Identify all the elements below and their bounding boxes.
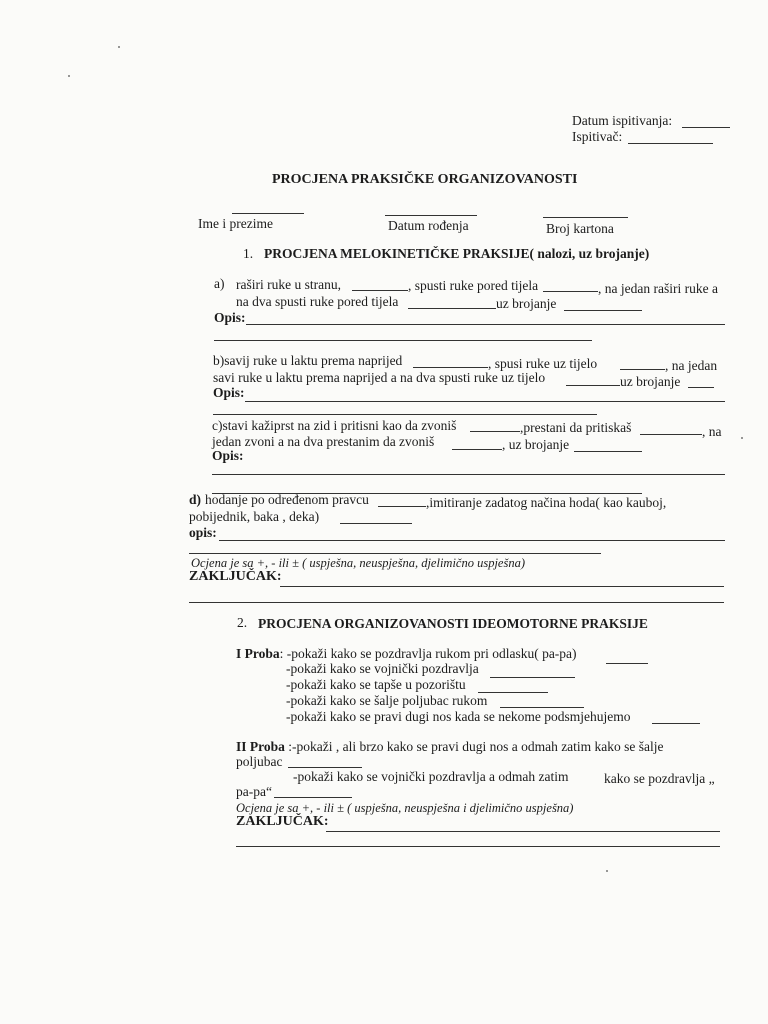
item-c-blank3[interactable] (452, 449, 502, 450)
broj-kartona-label: Broj kartona (546, 221, 614, 236)
item-d-line1a: hodanje po određenom pravcu (205, 492, 369, 507)
item-c-opis-line1[interactable] (212, 474, 725, 475)
item-a-blank1[interactable] (352, 290, 408, 291)
item-b-opis-line2[interactable] (213, 414, 597, 415)
item-b-blank2[interactable] (620, 369, 665, 370)
proba1-blank-3[interactable] (478, 692, 548, 693)
proba2-line3a: -pokaži kako se vojnički pozdravlja a odmah zatim (293, 769, 569, 784)
item-a-marker: a) (214, 276, 225, 291)
proba1-item-5: -pokaži kako se pravi dugi nos kada se nekome podsmjehujemo (286, 709, 631, 724)
item-b-blank1[interactable] (413, 367, 488, 368)
scan-speck (68, 75, 70, 77)
proba1-blank-5[interactable] (652, 723, 700, 724)
page-title: PROCJENA PRAKSIČKE ORGANIZOVANOSTI (272, 172, 578, 187)
datum-ispitivanja-field[interactable] (682, 127, 730, 128)
item-d-blank2[interactable] (340, 523, 412, 524)
proba1-item-3: -pokaži kako se tapše u pozorištu (286, 677, 466, 692)
item-b-blank4[interactable] (688, 387, 714, 388)
section2-zakljucak-line2[interactable] (236, 846, 720, 847)
item-a-blank2[interactable] (543, 291, 598, 292)
item-d-line2a: pobijednik, baka , deka) (189, 509, 320, 524)
item-c-line2a: jedan zvoni a na dva prestanim da zvoniš (212, 434, 435, 449)
section2-number: 2. (237, 615, 248, 630)
item-c-opis-label: Opis: (212, 448, 244, 463)
section1-zakljucak-line1[interactable] (280, 586, 724, 587)
item-a-line2a: na dva spusti ruke pored tijela (236, 294, 399, 309)
item-a-line2b: uz brojanje (496, 296, 557, 311)
section1-title (264, 246, 649, 262)
proba1-blank-2[interactable] (490, 677, 575, 678)
item-d-marker: d) (189, 492, 202, 507)
datum-rodjenja-field[interactable] (385, 215, 477, 216)
datum-rodjenja-label: Datum rođenja (388, 218, 469, 233)
item-a-opis-line2[interactable] (214, 340, 592, 341)
proba1-item-1: : -pokaži kako se pozdravlja rukom pri odlasku( pa-pa) (279, 646, 577, 661)
proba1-item-4: -pokaži kako se šalje poljubac rukom (286, 693, 488, 708)
section1-ocjena-note: Ocjena je sa +, - ili ± ( uspješna, neuspješna, djelimično uspješna) (191, 556, 525, 570)
item-d-opis-label: opis: (189, 525, 217, 540)
ispitivac-field[interactable] (628, 143, 713, 144)
item-b-opis-line1[interactable] (245, 401, 725, 402)
item-b-line2a: savi ruke u laktu prema naprijed a na dva spusti ruke uz tijelo (213, 370, 546, 385)
proba1-blank-1[interactable] (606, 663, 648, 664)
proba2-line2: poljubac (236, 754, 283, 769)
section1-zakljucak-label: ZAKLJUČAK: (189, 569, 282, 584)
section2-zakljucak-label: ZAKLJUČAK: (236, 814, 329, 829)
item-d-line1b: ,imitiranje zadatog načina hoda( kao kauboj, (426, 495, 667, 510)
proba1-item-2: -pokaži kako se vojnički pozdravlja (286, 661, 479, 676)
item-a-opis-label: Opis: (214, 310, 246, 325)
item-c-blank1[interactable] (470, 431, 520, 432)
item-c-blank4[interactable] (574, 451, 642, 452)
item-a-line1b: , spusti ruke pored tijela (408, 278, 539, 293)
datum-ispitivanja-label: Datum ispitivanja: (572, 113, 673, 128)
item-c-line1b: ,prestani da pritiskaš (520, 420, 632, 435)
proba2-line1-text: :-pokaži , ali brzo kako se pravi dugi nos a odmah zatim kako se šalje (284, 739, 664, 754)
item-a-opis-line1[interactable] (246, 324, 725, 325)
proba1 (236, 646, 577, 662)
item-b-line1b: , spusi ruke uz tijelo (488, 356, 598, 371)
item-a-blank4[interactable] (564, 310, 642, 311)
item-c-blank2[interactable] (640, 434, 702, 435)
ime-prezime-label: Ime i prezime (198, 216, 273, 231)
item-c-line2b: , uz brojanje (502, 437, 570, 452)
ime-prezime-field[interactable] (232, 213, 304, 214)
proba2-blank-2[interactable] (274, 797, 352, 798)
item-b-blank3[interactable] (566, 385, 620, 386)
scan-speck (741, 437, 743, 439)
proba2-label: II Proba (236, 739, 285, 754)
broj-kartona-field[interactable] (543, 217, 628, 218)
item-c-line1a: c)stavi kažiprst na zid i pritisni kao da zvoniš (212, 418, 457, 433)
proba2-line3b: kako se pozdravlja „ (604, 771, 715, 786)
section1-title-suffix: ( nalozi, uz brojanje) (529, 246, 650, 261)
item-b-line2b: uz brojanje (620, 374, 681, 389)
item-c-line1c: , na (702, 424, 722, 439)
scan-speck (606, 870, 608, 872)
section2-ocjena-note: Ocjena je sa +, - ili ± ( uspješna, neuspješna i djelimično uspješna) (236, 801, 574, 815)
item-a-blank3[interactable] (408, 308, 496, 309)
section2-title: PROCJENA ORGANIZOVANOSTI IDEOMOTORNE PRAKSIJE (258, 616, 648, 631)
section1-title-main: PROCJENA MELOKINETIČKE PRAKSIJE (264, 246, 530, 261)
item-b-line1c: , na jedan (665, 358, 718, 373)
proba1-label: I Proba (236, 646, 280, 661)
item-b-line1a: b)savij ruke u laktu prema naprijed (213, 353, 403, 368)
ispitivac-label: Ispitivač: (572, 129, 623, 144)
scan-speck (118, 46, 120, 48)
item-d-opis-line1[interactable] (219, 540, 725, 541)
section1-number: 1. (243, 246, 254, 261)
proba2-blank-1[interactable] (288, 767, 362, 768)
item-b-opis-label: Opis: (213, 385, 245, 400)
item-a-line1a: raširi ruke u stranu, (236, 277, 341, 292)
proba1-blank-4[interactable] (500, 707, 584, 708)
section2-zakljucak-line1[interactable] (326, 831, 720, 832)
proba2-line4: pa-pa“ (236, 784, 272, 799)
proba2-line1 (236, 739, 664, 755)
item-a-line1c: , na jedan raširi ruke a (598, 281, 718, 296)
section1-zakljucak-line2[interactable] (189, 602, 724, 603)
item-d-opis-line2[interactable] (189, 553, 601, 554)
item-d-blank1[interactable] (378, 506, 426, 507)
